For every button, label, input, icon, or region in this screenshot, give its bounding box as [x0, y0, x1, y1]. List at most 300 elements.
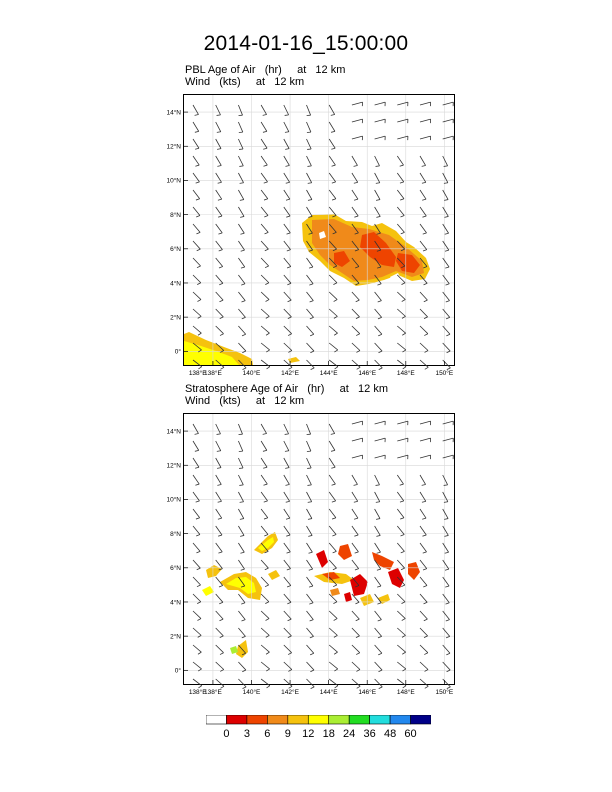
lat-tick-label: 4°N	[170, 599, 181, 607]
wind-barb	[420, 343, 428, 351]
wind-barb	[352, 156, 358, 165]
wind-barb	[420, 136, 431, 139]
wind-barb	[216, 645, 224, 653]
wind-barb-flag	[197, 568, 201, 570]
wind-barb	[420, 560, 427, 569]
wind-barb	[352, 455, 363, 458]
shaded-region	[338, 544, 352, 560]
colorbar-swatch	[267, 715, 287, 724]
wind-barb	[193, 207, 200, 216]
lon-tick-label: 138°E	[204, 689, 222, 696]
wind-barb	[261, 326, 269, 333]
wind-barb	[261, 360, 270, 367]
wind-barb	[329, 105, 335, 115]
wind-barb-flag	[218, 518, 222, 519]
wind-barb	[216, 105, 221, 115]
wind-barb	[238, 424, 242, 434]
wind-barb-flag	[289, 367, 292, 369]
wind-barb	[216, 594, 223, 602]
wind-barb-flag	[265, 232, 269, 234]
wind-barb-flag	[444, 200, 448, 201]
wind-barb	[307, 343, 315, 351]
wind-barb	[329, 343, 338, 350]
wind-barb	[216, 224, 223, 233]
wind-barb-flag	[309, 569, 313, 570]
wind-barb	[397, 679, 406, 686]
wind-barb-flag	[240, 233, 244, 234]
wind-barb	[261, 645, 269, 652]
wind-barb-flag	[446, 620, 450, 621]
wind-barb-flag	[286, 518, 290, 519]
wind-barb	[420, 156, 426, 165]
wind-barb-flag	[196, 216, 200, 217]
wind-barb	[397, 560, 404, 568]
wind-barb	[420, 326, 428, 334]
wind-barb	[261, 292, 269, 300]
wind-barb-flag	[218, 535, 222, 536]
wind-barb	[420, 438, 431, 441]
wind-barb-flag	[197, 300, 201, 302]
wind-barb	[193, 258, 201, 266]
wind-barb	[307, 543, 313, 552]
wind-barb-flag	[422, 535, 426, 536]
wind-barb-flag	[240, 183, 244, 184]
wind-barb-flag	[446, 653, 450, 655]
lat-tick-label: 6°N	[170, 565, 181, 573]
wind-barb	[443, 492, 448, 502]
colorbar-label: 36	[363, 728, 376, 740]
wind-barb-flag	[401, 585, 405, 587]
wind-barb-flag	[422, 165, 426, 166]
wind-barb-flag	[264, 501, 268, 502]
wind-barb-flag	[240, 552, 244, 553]
wind-barb	[375, 509, 380, 519]
wind-barb	[216, 492, 222, 501]
wind-barb-flag	[265, 568, 269, 570]
wind-barb	[307, 292, 314, 301]
wind-barb	[329, 475, 335, 484]
stratosphere-age-map	[166, 413, 455, 696]
panel1-field-label: PBL Age of Air (hr) at 12 km	[185, 64, 346, 76]
wind-barb-flag	[196, 535, 200, 536]
wind-barb	[193, 560, 200, 568]
wind-barb	[420, 190, 426, 199]
wind-barb-flag	[264, 216, 268, 217]
wind-barb	[397, 207, 404, 216]
wind-barb	[375, 645, 382, 653]
wind-barb	[216, 139, 221, 149]
wind-barb-flag	[241, 284, 245, 285]
colorbar-swatch	[206, 715, 226, 724]
wind-barb	[307, 139, 312, 149]
wind-barb-flag	[332, 199, 336, 200]
wind-barb-flag	[218, 552, 222, 553]
wind-barb	[193, 662, 202, 669]
wind-barb-flag	[286, 501, 290, 502]
wind-barb	[193, 645, 201, 652]
wind-barb	[216, 122, 221, 132]
wind-barb-flag	[379, 687, 383, 689]
wind-barb-flag	[335, 686, 338, 688]
wind-barb	[307, 309, 314, 317]
wind-barb	[284, 224, 291, 233]
wind-barb	[397, 455, 408, 458]
wind-barb-flag	[333, 551, 337, 553]
wind-barb	[352, 136, 363, 139]
wind-barb-flag	[195, 434, 199, 435]
wind-barb-flag	[197, 585, 201, 587]
lon-tick-label: 148°E	[396, 689, 415, 696]
wind-barb-flag	[310, 334, 314, 336]
wind-barb	[352, 611, 359, 619]
wind-barb	[443, 679, 451, 687]
colorbar-label: 18	[322, 728, 335, 740]
wind-barb	[284, 475, 290, 484]
wind-barb	[216, 441, 221, 451]
wind-barb-flag	[219, 266, 223, 267]
wind-barb-flag	[403, 686, 406, 688]
wind-barb	[216, 156, 222, 165]
wind-barb	[216, 173, 222, 182]
wind-barb	[284, 173, 290, 182]
wind-barb	[193, 526, 200, 535]
lat-tick-label: 12°N	[166, 143, 181, 151]
wind-barb-flag	[266, 619, 270, 621]
wind-barb-flag	[220, 367, 223, 369]
wind-barb	[238, 509, 243, 519]
lat-tick-label: 10°N	[166, 177, 181, 185]
wind-barb-flag	[263, 484, 267, 485]
wind-barb	[329, 139, 335, 148]
wind-barb	[238, 492, 243, 502]
wind-barb	[329, 441, 335, 450]
wind-barb-flag	[220, 686, 223, 688]
wind-barb-flag	[422, 518, 426, 519]
wind-barb	[216, 292, 223, 300]
wind-barb	[193, 577, 201, 585]
wind-barb	[216, 309, 224, 317]
wind-barb	[375, 543, 381, 552]
wind-barb	[352, 102, 363, 105]
wind-barb-flag	[196, 501, 200, 502]
wind-barb-flag	[401, 568, 405, 570]
shaded-region	[378, 594, 390, 604]
lon-tick-label: 150°E	[435, 370, 454, 377]
colorbar-label: 9	[284, 728, 291, 740]
wind-barb	[443, 628, 450, 636]
lon-tick-label: 146°E	[358, 370, 377, 377]
colorbar-labels	[206, 728, 431, 742]
wind-barb	[352, 119, 363, 122]
wind-barb	[284, 105, 289, 115]
wind-barb-flag	[285, 165, 289, 166]
wind-barb-flag	[285, 484, 289, 485]
wind-barb	[307, 207, 313, 216]
wind-barb-flag	[422, 199, 426, 200]
wind-barb-flag	[402, 619, 406, 621]
wind-barb-flag	[378, 301, 382, 302]
wind-barb-flag	[195, 148, 199, 149]
wind-barb	[238, 326, 245, 334]
wind-barb	[443, 594, 450, 603]
shaded-region	[202, 586, 214, 596]
wind-barb	[420, 241, 427, 250]
wind-barb	[193, 679, 202, 686]
wind-barb-flag	[355, 552, 359, 553]
wind-barb	[352, 173, 358, 182]
wind-barb-flag	[334, 350, 337, 352]
wind-barb-flag	[334, 669, 337, 671]
wind-barb	[352, 421, 363, 424]
wind-barb	[216, 275, 223, 283]
wind-barb	[284, 156, 290, 165]
wind-barb-flag	[217, 484, 221, 485]
wind-barb	[375, 492, 380, 502]
wind-barb-flag	[195, 450, 199, 451]
wind-barb-flag	[424, 283, 428, 285]
wind-barb	[375, 455, 386, 458]
wind-barb-flag	[357, 367, 360, 369]
wind-barb	[193, 122, 199, 131]
wind-barb	[216, 326, 224, 334]
wind-barb	[284, 190, 290, 199]
wind-barb	[307, 105, 311, 115]
wind-barb-flag	[218, 182, 222, 183]
wind-barb	[193, 594, 201, 602]
wind-barb-flag	[310, 317, 314, 318]
wind-barb-flag	[266, 350, 269, 352]
wind-barb-flag	[267, 686, 270, 688]
wind-barb-flag	[376, 183, 380, 184]
wind-barb-flag	[400, 216, 404, 217]
wind-barb	[375, 173, 380, 183]
wind-barb-flag	[310, 620, 314, 621]
wind-barb-flag	[197, 619, 201, 621]
wind-barb	[216, 543, 223, 552]
wind-barb-flag	[424, 334, 428, 336]
wind-barb	[307, 645, 314, 653]
wind-barb-flag	[332, 182, 336, 183]
wind-barb	[284, 679, 292, 686]
wind-barb-flag	[445, 233, 449, 234]
wind-barb-flag	[198, 652, 201, 654]
wind-barb-flag	[422, 484, 426, 485]
wind-barb	[193, 224, 200, 232]
wind-barb	[261, 594, 269, 602]
wind-barb-flag	[286, 216, 290, 217]
wind-barb-flag	[266, 652, 269, 654]
wind-barb	[329, 611, 337, 619]
wind-barb-flag	[311, 368, 315, 370]
wind-barb-flag	[355, 602, 359, 604]
wind-barb	[307, 458, 312, 468]
wind-barb	[420, 662, 428, 670]
wind-barb-flag	[444, 519, 448, 520]
wind-barb	[420, 119, 431, 122]
wind-barb	[352, 343, 360, 351]
wind-barb	[443, 343, 451, 351]
wind-barb	[261, 662, 270, 669]
wind-barb	[443, 662, 451, 670]
wind-barb-flag	[196, 232, 200, 234]
wind-barb-flag	[356, 334, 360, 336]
colorbar-swatch	[308, 715, 328, 724]
wind-barb	[375, 190, 380, 200]
wind-barb	[261, 475, 267, 484]
wind-barb-flag	[354, 165, 358, 166]
wind-barb-flag	[445, 267, 449, 268]
wind-barb	[375, 475, 380, 485]
wind-barb	[375, 326, 382, 334]
wind-barb	[420, 173, 426, 182]
colorbar-swatch	[349, 715, 369, 724]
wind-barb	[238, 543, 244, 552]
wind-barb-flag	[333, 568, 337, 570]
wind-barb	[397, 309, 405, 316]
wind-barb-flag	[354, 484, 358, 485]
wind-barb-flag	[376, 519, 380, 520]
wind-barb-flag	[378, 636, 382, 637]
wind-barb-flag	[446, 636, 450, 637]
wind-barb-flag	[219, 585, 223, 586]
wind-barb-flag	[217, 115, 221, 116]
colorbar-swatch	[390, 715, 410, 724]
wind-barb-flag	[288, 619, 292, 621]
wind-barb	[352, 475, 358, 484]
colorbar-label: 3	[243, 728, 250, 740]
lat-tick-label: 2°N	[170, 633, 181, 641]
lon-tick-label: 146°E	[358, 689, 377, 696]
wind-barb	[375, 628, 382, 636]
wind-barb	[216, 458, 221, 468]
wind-barb-flag	[286, 199, 290, 200]
lat-tick-label: 0°	[174, 348, 181, 356]
wind-barb-flag	[446, 284, 450, 285]
wind-barb-flag	[265, 266, 269, 268]
wind-barb-flag	[357, 686, 360, 688]
wind-barb-flag	[242, 620, 246, 621]
wind-barb	[284, 139, 289, 149]
wind-barb-flag	[195, 484, 199, 485]
wind-barb-flag	[422, 216, 426, 217]
wind-barb	[307, 611, 314, 620]
wind-barb	[284, 645, 292, 653]
wind-barb	[193, 190, 200, 199]
wind-barb	[329, 458, 335, 467]
wind-barb-flag	[355, 569, 359, 570]
wind-barb-flag	[240, 535, 244, 536]
lon-tick-label: 138°E	[204, 370, 222, 377]
lat-tick-label: 14°N	[166, 428, 181, 436]
wind-barb	[420, 611, 427, 619]
wind-barb-flag	[332, 535, 336, 536]
wind-barb	[238, 662, 246, 670]
wind-barb	[443, 475, 448, 485]
wind-barb-flag	[266, 669, 269, 671]
wind-barb	[261, 105, 267, 115]
wind-barb	[238, 343, 246, 351]
wind-barb	[397, 224, 404, 232]
wind-barb	[284, 441, 289, 451]
wind-barb	[216, 679, 224, 686]
wind-barb	[352, 679, 360, 686]
wind-barb	[397, 119, 408, 122]
wind-barb	[307, 526, 313, 535]
wind-barb	[420, 475, 426, 484]
wind-barb	[329, 360, 338, 367]
wind-barb	[238, 224, 244, 233]
wind-barb-flag	[197, 249, 201, 251]
wind-barb	[443, 207, 449, 216]
wind-barb-flag	[264, 518, 268, 519]
colorbar-swatch	[226, 715, 246, 724]
wind-barb-flag	[422, 182, 426, 183]
colorbar-label: 24	[343, 728, 356, 740]
wind-barb	[307, 662, 315, 670]
wind-barb	[284, 577, 291, 585]
wind-barb-flag	[423, 569, 427, 570]
wind-barb-flag	[379, 368, 383, 370]
wind-barb-flag	[403, 367, 406, 369]
wind-barb	[397, 292, 405, 300]
wind-barb-flag	[263, 148, 267, 149]
wind-barb	[238, 156, 243, 166]
wind-barb	[397, 594, 405, 602]
wind-barb	[352, 628, 360, 636]
wind-barb-flag	[240, 502, 244, 503]
wind-barb-flag	[378, 334, 382, 336]
wind-barb-flag	[242, 334, 246, 336]
wind-barb-flag	[377, 569, 381, 570]
colorbar-swatch	[329, 715, 349, 724]
wind-barb	[238, 679, 246, 687]
wind-barb-flag	[267, 367, 270, 369]
wind-barb-flag	[354, 182, 358, 183]
wind-barb	[216, 662, 224, 670]
wind-barb	[307, 441, 311, 451]
colorbar-swatch	[247, 715, 267, 724]
wind-barb-flag	[218, 501, 222, 502]
wind-barb	[261, 679, 270, 686]
wind-barb	[397, 509, 404, 518]
wind-barb	[238, 611, 245, 620]
wind-barb	[261, 156, 267, 165]
lon-tick-label: 148°E	[396, 370, 415, 377]
wind-barb	[420, 594, 427, 602]
wind-barb	[420, 360, 428, 367]
lon-tick-label: 144°E	[319, 689, 338, 696]
wind-barb	[443, 543, 449, 552]
colorbar-swatch	[411, 715, 431, 724]
wind-barb	[307, 275, 314, 284]
colorbar	[206, 715, 431, 725]
figure-title: 2014-01-16_15:00:00	[203, 32, 409, 55]
wind-barb	[443, 645, 450, 653]
wind-barb	[261, 628, 269, 635]
wind-barb	[261, 224, 268, 232]
wind-barb	[329, 543, 336, 551]
wind-barb-flag	[354, 518, 358, 519]
wind-barb-flag	[287, 602, 291, 604]
wind-barb	[352, 662, 360, 670]
wind-barb	[216, 258, 223, 266]
wind-barb-flag	[445, 250, 449, 251]
lat-tick-label: 14°N	[166, 109, 181, 117]
wind-barb-flag	[265, 585, 269, 587]
lat-tick-label: 0°	[174, 667, 181, 675]
wind-barb	[261, 207, 268, 216]
wind-barb-flag	[444, 535, 448, 536]
